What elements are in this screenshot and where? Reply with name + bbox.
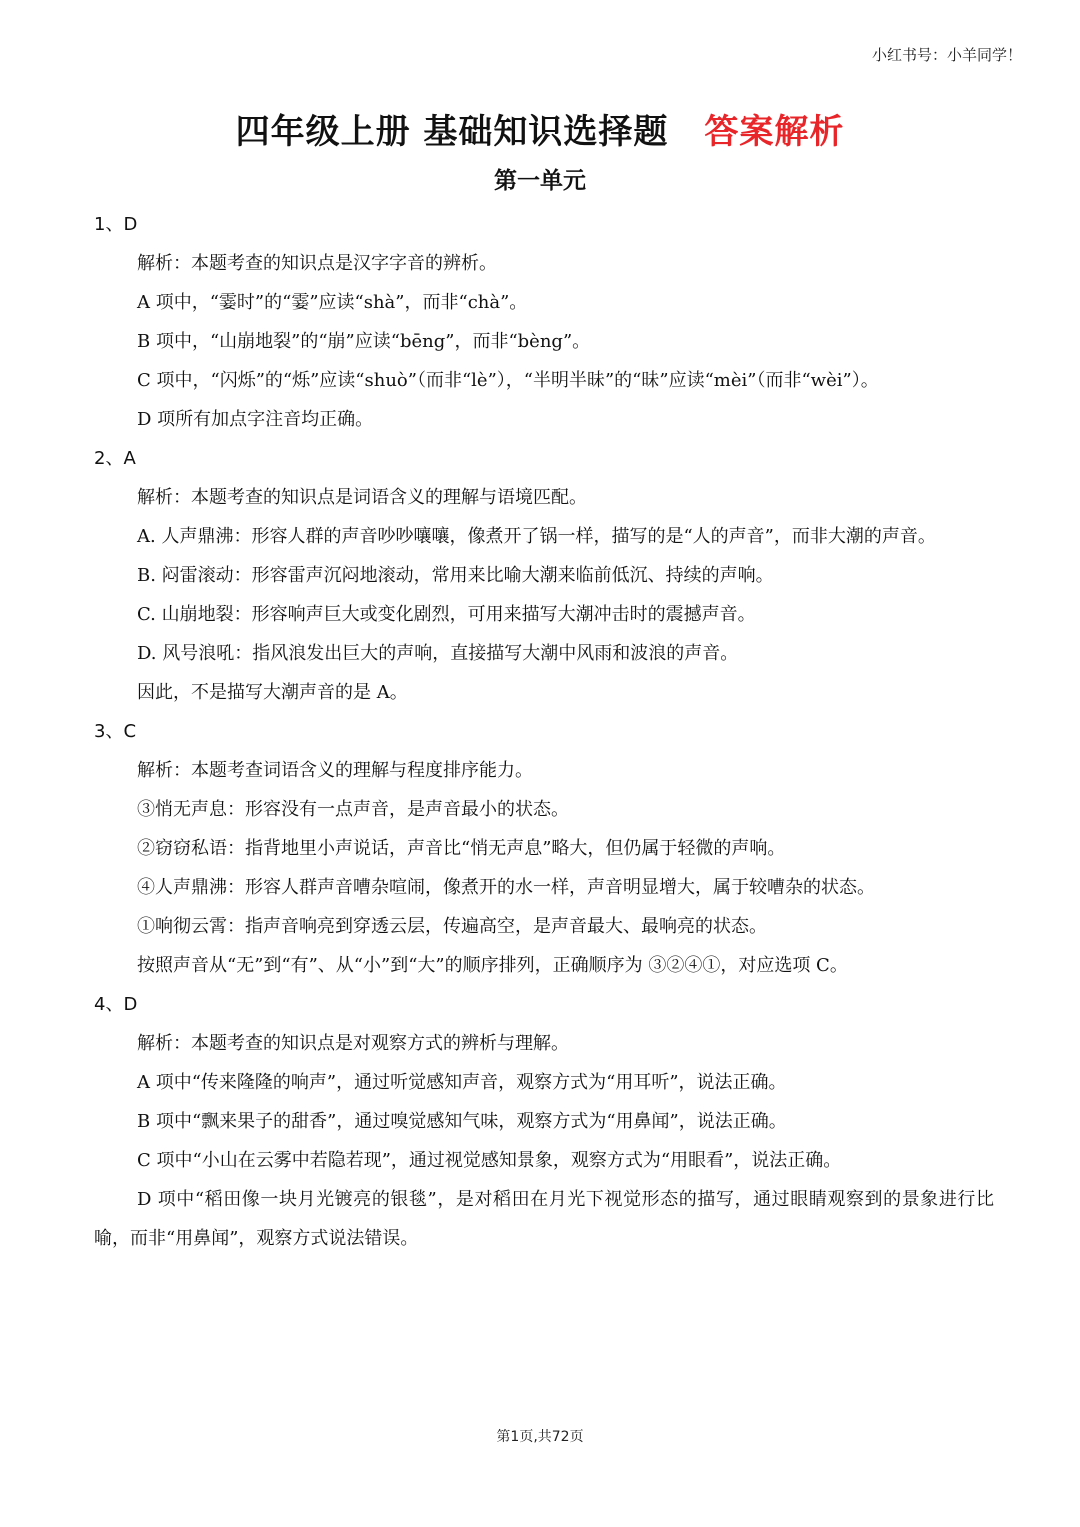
q4-line-5: D 项中“稻田像一块月光镀亮的银毯”，是对稻田在月光下视觉形态的描写，通过眼睛观察到的景象进行比喻，而非“用鼻闻”，观察方式说法错误。 [94, 1189, 994, 1249]
q4-line-2: A 项中“传来隆隆的响声”，通过听觉感知声音，观察方式为“用耳听”，说法正确。 [137, 1072, 787, 1093]
q4-line-1: 解析：本题考查的知识点是对观察方式的辨析与理解。 [137, 1033, 569, 1054]
question-3-answer: 3、C [94, 721, 137, 742]
q2-line-5: D. 风号浪吼：指风浪发出巨大的声响，直接描写大潮中风雨和波浪的声音。 [137, 643, 739, 664]
q2-line-1: 解析：本题考查的知识点是词语含义的理解与语境匹配。 [137, 487, 587, 508]
q3-line-3: ②窃窃私语：指背地里小声说话，声音比“悄无声息”略大，但仍属于轻微的声响。 [137, 838, 786, 859]
page-number: 第1页,共72页 [496, 1429, 584, 1445]
q3-line-4: ④人声鼎沸：形容人群声音嘈杂喧闹，像煮开的水一样，声音明显增大，属于较嘈杂的状态。 [137, 877, 875, 898]
question-4-answer: 4、D [94, 994, 138, 1015]
q4-line-3: B 项中“飘来果子的甜香”，通过嗅觉感知气味，观察方式为“用鼻闻”，说法正确。 [137, 1111, 787, 1132]
q3-line-1: 解析：本题考查词语含义的理解与程度排序能力。 [137, 760, 533, 781]
q2-line-6: 因此，不是描写大潮声音的是 A。 [137, 682, 408, 703]
watermark-text: 小红书号：小羊同学！ [871, 46, 1022, 64]
q2-line-2: A. 人声鼎沸：形容人群的声音吵吵嚷嚷，像煮开了锅一样，描写的是“人的声音”，而非大潮的声音。 [137, 526, 936, 547]
q2-line-3: B. 闷雷滚动：形容雷声沉闷地滚动，常用来比喻大潮来临前低沉、持续的声响。 [137, 565, 774, 586]
q1-line-1: 解析：本题考查的知识点是汉字字音的辨析。 [137, 253, 497, 274]
q3-line-5: ①响彻云霄：指声音响亮到穿透云层，传遍高空，是声音最大、最响亮的状态。 [137, 916, 767, 937]
unit-heading: 第一单元 [494, 168, 586, 194]
q3-line-2: ③悄无声息：形容没有一点声音，是声音最小的状态。 [137, 799, 569, 820]
q1-line-5: D 项所有加点字注音均正确。 [137, 409, 374, 430]
page-title [0, 104, 1080, 153]
q1-line-2: A 项中，“霎时”的“霎”应读“shà”，而非“chà”。 [137, 292, 528, 313]
question-1-answer: 1、D [94, 214, 138, 235]
q3-line-6: 按照声音从“无”到“有”、从“小”到“大”的顺序排列，正确顺序为 ③②④①，对应选项 C。 [137, 955, 848, 976]
answer-content [94, 205, 994, 1258]
q1-line-3: B 项中，“山崩地裂”的“崩”应读“bēng”，而非“bèng”。 [137, 331, 591, 352]
q2-line-4: C. 山崩地裂：形容响声巨大或变化剧烈，可用来描写大潮冲击时的震撼声音。 [137, 604, 756, 625]
question-2-answer: 2、A [94, 448, 136, 469]
q4-line-4: C 项中“小山在云雾中若隐若现”，通过视觉感知景象，观察方式为“用眼看”，说法正确。 [137, 1150, 842, 1171]
page-title-main: 四年级上册 基础知识选择题 [235, 112, 669, 152]
page-title-accent: 答案解析 [704, 112, 845, 152]
q1-line-4: C 项中，“闪烁”的“烁”应读“shuò”（而非“lè”），“半明半昧”的“昧”应读“mèi”（而非“wèi”）。 [137, 370, 879, 391]
